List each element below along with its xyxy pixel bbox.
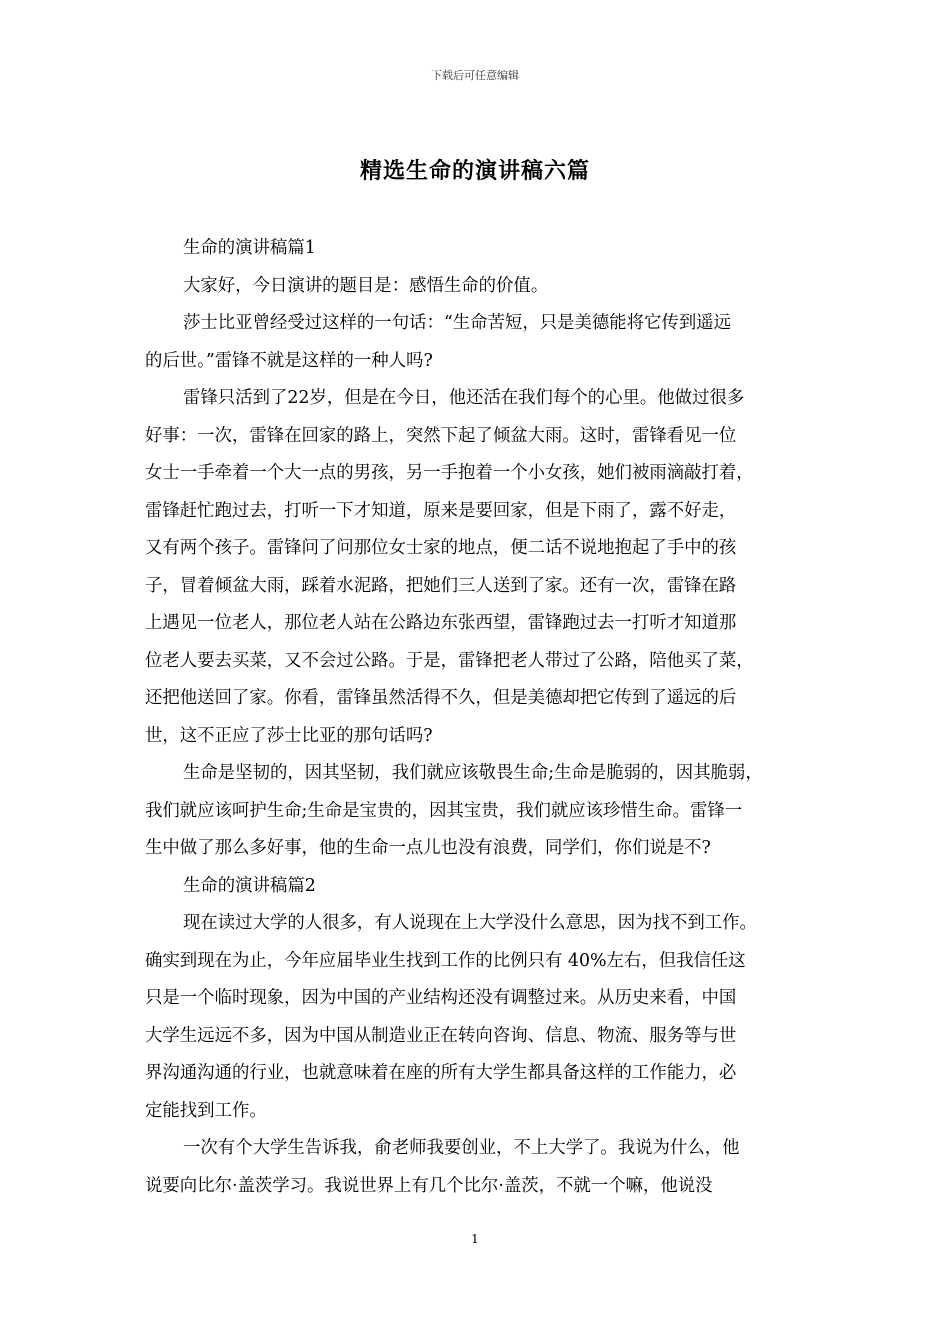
text-line: 定能找到工作。 <box>145 1100 267 1121</box>
text-line: 大家好，今日演讲的题目是：感悟生命的价值。 <box>183 275 549 296</box>
text-line: 还把他送回了家。你看，雷锋虽然活得不久，但是美德却把它传到了遥远的后 <box>145 688 737 708</box>
text-line: 雷锋只活到了22岁，但是在今日，他还活在我们每个的心里。他做过很多 <box>183 388 745 408</box>
header-note: 下载后可任意编辑 <box>431 69 519 82</box>
text-line: 说要向比尔·盖茨学习。我说世界上有几个比尔·盖茨，不就一个嘛，他说没 <box>145 1175 713 1196</box>
text-line: 的后世。”雷锋不就是这样的一种人吗? <box>145 350 433 371</box>
text-line: 子，冒着倾盆大雨，踩着水泥路，把她们三人送到了家。还有一次，雷锋在路 <box>145 575 737 596</box>
text-line: 生中做了那么多好事，他的生命一点儿也没有浪费，同学们，你们说是不? <box>145 838 711 858</box>
text-line: 又有两个孩子。雷锋问了问那位女士家的地点，便二话不说地抱起了手中的孩 <box>145 538 737 558</box>
page-title: 精选生命的演讲稿六篇 <box>359 158 590 184</box>
text-line: 莎士比亚曾经受过这样的一句话：“生命苦短，只是美德能将它传到遥远 <box>183 313 732 333</box>
text-line: 确实到现在为止，今年应届毕业生找到工作的比例只有 40%左右，但我信任这 <box>145 950 746 971</box>
text-line: 世，这不正应了莎士比亚的那句话吗? <box>145 725 433 746</box>
page-number: 1 <box>471 1232 479 1246</box>
text-line: 一次有个大学生告诉我，俞老师我要创业，不上大学了。我说为什么，他 <box>183 1138 740 1158</box>
text-line: 现在读过大学的人很多，有人说现在上大学没什么意思，因为找不到工作。 <box>183 913 757 933</box>
text-line: 只是一个临时现象，因为中国的产业结构还没有调整过来。从历史来看，中国 <box>145 988 737 1008</box>
text-line: 女士一手牵着一个大一点的男孩，另一手抱着一个小女孩，她们被雨滴敲打着， <box>145 463 754 483</box>
text-line: 我们就应该呵护生命;生命是宝贵的，因其宝贵，我们就应该珍惜生命。雷锋一 <box>145 800 743 821</box>
text-line: 生命的演讲稿篇1 <box>183 238 316 258</box>
text-line: 界沟通沟通的行业，也就意味着在座的所有大学生都具备这样的工作能力，必 <box>145 1063 737 1083</box>
text-line: 生命是坚韧的，因其坚韧，我们就应该敬畏生命;生命是脆弱的，因其脆弱， <box>183 763 763 783</box>
text-line: 位老人要去买菜，又不会过公路。于是，雷锋把老人带过了公路，陪他买了菜， <box>145 650 754 671</box>
text-line: 大学生远远不多，因为中国从制造业正在转向咨询、信息、物流、服务等与世 <box>145 1025 737 1046</box>
text-line: 上遇见一位老人，那位老人站在公路边东张西望，雷锋跑过去一打听才知道那 <box>145 613 737 633</box>
text-line: 好事：一次，雷锋在回家的路上，突然下起了倾盆大雨。这时，雷锋看见一位 <box>145 425 737 446</box>
text-line: 雷锋赶忙跑过去，打听一下才知道，原来是要回家，但是下雨了，露不好走， <box>145 500 737 521</box>
document-body <box>145 230 810 1205</box>
text-line: 生命的演讲稿篇2 <box>183 875 316 896</box>
